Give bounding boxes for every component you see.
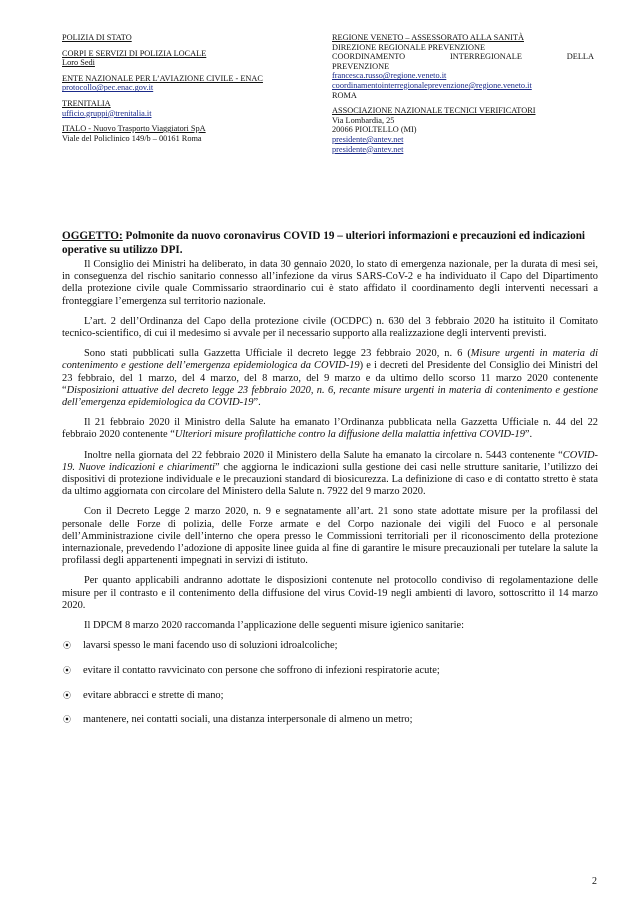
recipient-line: [332, 52, 594, 62]
paragraph-text: ” che aggiorna le indicazioni sulla gestione dei casi nelle strutture sanitarie, l’utilizzo dei dispositivi di protezione individuale e le precauzioni standard di biosicurezza. La definizione di caso e di contatto stretto è stata da ultimo aggiornata con circolare del Ministero della Salute n. 7922 del 9 marzo 2020.: [62, 461, 599, 498]
recipient-email-link[interactable]: presidente@antev.net: [332, 134, 404, 144]
recipient-word: INTERREGIONALE: [450, 52, 522, 62]
cited-title: COVID-19. Nuove indicazioni e chiarimenti: [62, 449, 598, 473]
letter-body: [62, 259, 598, 739]
paragraph-text: L’art. 2 dell’Ordinanza del Capo della protezione civile (OCDPC) n. 630 del 3 febbraio 2020 ha istituito il Comitato tecnico-scientifico, di cui il medesimo si avvale per il necessario supporto alla realizzazione degli interventi previsti.: [62, 315, 598, 340]
recipient-email-link[interactable]: ufficio.gruppi@trenitalia.it: [62, 108, 152, 118]
body-paragraph: [62, 259, 598, 308]
recipient-block: [62, 33, 322, 43]
bullet-icon: ⦿: [63, 641, 71, 651]
paragraph-text: Inoltre nella giornata del 22 febbraio 2020 il Ministero della Salute ha emanato la circolare n. 5443 contenente “: [84, 449, 563, 461]
paragraph-text: ) e i decreti del Presidente del Consiglio dei Ministri del 23 febbraio, del 1 marzo, del 4 marzo, del 8 marzo, del 9 marzo e da ultimo dello scorso 11 marzo 2020 contenente “: [62, 360, 598, 396]
recipient-block: [332, 106, 594, 154]
list-item: [62, 665, 598, 677]
paragraph-text: Sono stati pubblicati sulla Gazzetta Ufficiale il decreto legge 23 febbraio 2020, n. 6 (: [84, 348, 471, 360]
recipient-email-link[interactable]: presidente@antev.net: [332, 144, 404, 154]
recipient-email-link[interactable]: francesca.russo@regione.veneto.it: [332, 71, 447, 81]
paragraph-text: Il DPCM 8 marzo 2020 raccomanda l’applicazione delle seguenti misure igienico sanitarie:: [84, 620, 464, 632]
paragraphs: [62, 259, 598, 632]
bullet-icon: ⦿: [63, 690, 71, 700]
recipient-block: [62, 49, 322, 68]
recipient-line: PREVENZIONE: [332, 61, 390, 71]
list-item-text: mantenere, nei contatti sociali, una distanza interpersonale di almeno un metro;: [83, 714, 413, 726]
list-item-text: evitare abbracci e strette di mano;: [83, 689, 224, 701]
recipient-line: REGIONE VENETO – ASSESSORATO ALLA SANITÀ: [332, 33, 524, 42]
paragraph-text: Per quanto applicabili andranno adottate le disposizioni contenute nel protocollo condiviso di regolamentazione delle misure per il contrasto e il contenimento della diffusione del virus Covid-19 negli ambienti di lavoro, sottoscritto il 14 marzo 2020.: [62, 575, 598, 611]
recipient-line: DIREZIONE REGIONALE PREVENZIONE: [332, 42, 486, 52]
recipient-line: 20066 PIOLTELLO (MI): [332, 125, 417, 135]
recipient-block: [62, 124, 322, 143]
recipient-block: [62, 74, 322, 93]
paragraph-text: Con il Decreto Legge 2 marzo 2020, n. 9 e segnatamente all’art. 21 sono state adottate misure per la profilassi del personale delle Forze di polizia, delle Forze armate e del Corpo nazionale dei vigili del Fuoco e al personale dell’Amministrazione civile dell’interno che opera presso le Commissioni territoriali per il riconoscimento della protezione internazionale, prevedendo l’adozione di apposite linee guida al fine di garantire le misure precauzionali per tutelare la salute la profilassi degli appartenenti impegnati in servizi di istituto.: [62, 506, 598, 567]
recipient-block: [332, 33, 594, 100]
hygiene-measures-list: [62, 640, 598, 726]
recipient-word: DELLA: [566, 52, 594, 62]
body-paragraph: [62, 506, 598, 567]
recipient-email-link[interactable]: protocollo@pec.enac.gov.it: [62, 83, 154, 93]
recipient-line: ASSOCIAZIONE NAZIONALE TECNICI VERIFICATORI: [332, 106, 536, 116]
bullet-icon: ⦿: [63, 665, 71, 675]
list-item: [62, 690, 598, 702]
recipient-line: TRENITALIA: [62, 98, 111, 108]
recipient-line: ENTE NAZIONALE PER L’AVIAZIONE CIVILE - ENAC: [62, 73, 263, 83]
subject-text: Polmonite da nuovo coronavirus COVID 19 – ulteriori informazioni e precauzioni ed indicazioni operative su utilizzo DPI.: [62, 230, 586, 256]
paragraph-text: ”.: [253, 397, 261, 409]
recipient-line: ITALO - Nuovo Trasporto Viaggiatori SpA: [62, 124, 206, 134]
recipients-left-column: [62, 33, 322, 149]
recipient-line: Via Lombardia, 25: [332, 115, 395, 125]
cited-title: Ulteriori misure profilattiche contro la diffusione della malattia infettiva COVID-19: [174, 429, 525, 441]
list-item-text: lavarsi spesso le mani facendo uso di soluzioni idroalcoliche;: [83, 640, 338, 652]
recipient-block: [62, 99, 322, 118]
recipient-line: POLIZIA DI STATO: [62, 33, 132, 42]
bullet-icon: ⦿: [63, 715, 71, 725]
recipient-word: COORDINAMENTO: [332, 52, 406, 62]
cited-title: Misure urgenti in materia di contenimento e gestione dell’emergenza epidemiologica da COVID-19: [62, 348, 598, 372]
paragraph-text: Il 21 febbraio 2020 il Ministro della Salute ha emanato l’Ordinanza pubblicata nella Gazzetta Ufficiale n. 44 del 22 febbraio 2020 contenente “: [62, 417, 598, 441]
recipient-email-link[interactable]: coordinamentointerregionaleprevenzione@regione.veneto.it: [332, 80, 532, 90]
recipient-line: ROMA: [332, 90, 357, 100]
list-item-text: evitare il contatto ravvicinato con persone che soffrono di infezioni respiratorie acute;: [83, 664, 440, 676]
cited-title: Disposizioni attuative del decreto legge 23 febbraio 2020, n. 6, recante misure urgenti in materia di contenimento e gestione dell’emergenza epidemiologica da COVID-19: [62, 384, 598, 409]
recipient-line: Viale del Policlinico 149/b – 00161 Roma: [62, 133, 202, 143]
list-item: [62, 640, 598, 652]
body-paragraph: [62, 348, 598, 409]
recipients-right-column: [332, 33, 594, 160]
body-paragraph: [62, 450, 598, 499]
subject-label: OGGETTO:: [62, 230, 123, 242]
body-paragraph: [62, 620, 598, 632]
subject-line: [62, 229, 598, 257]
list-item: [62, 714, 598, 726]
recipient-line: CORPI E SERVIZI DI POLIZIA LOCALE: [62, 48, 207, 58]
page-number: 2: [592, 876, 597, 887]
body-paragraph: [62, 316, 598, 340]
recipient-line: Loro Sedi: [62, 58, 95, 68]
body-paragraph: [62, 417, 598, 441]
body-paragraph: [62, 575, 598, 612]
paragraph-text: ”.: [524, 429, 533, 441]
paragraph-text: Il Consiglio dei Ministri ha deliberato, in data 30 gennaio 2020, lo stato di emergenza nazionale, per la durata di mesi sei, in conseguenza del rischio sanitario connesso all’infezione da virus SARS-CoV-2 e ha individuato il Capo del Dipartimento della protezione civile quale Commissario straordinario cui è stato affidato il coordinamento degli interventi necessari a fronteggiare l’emergenza sul territorio nazionale.: [62, 259, 598, 307]
